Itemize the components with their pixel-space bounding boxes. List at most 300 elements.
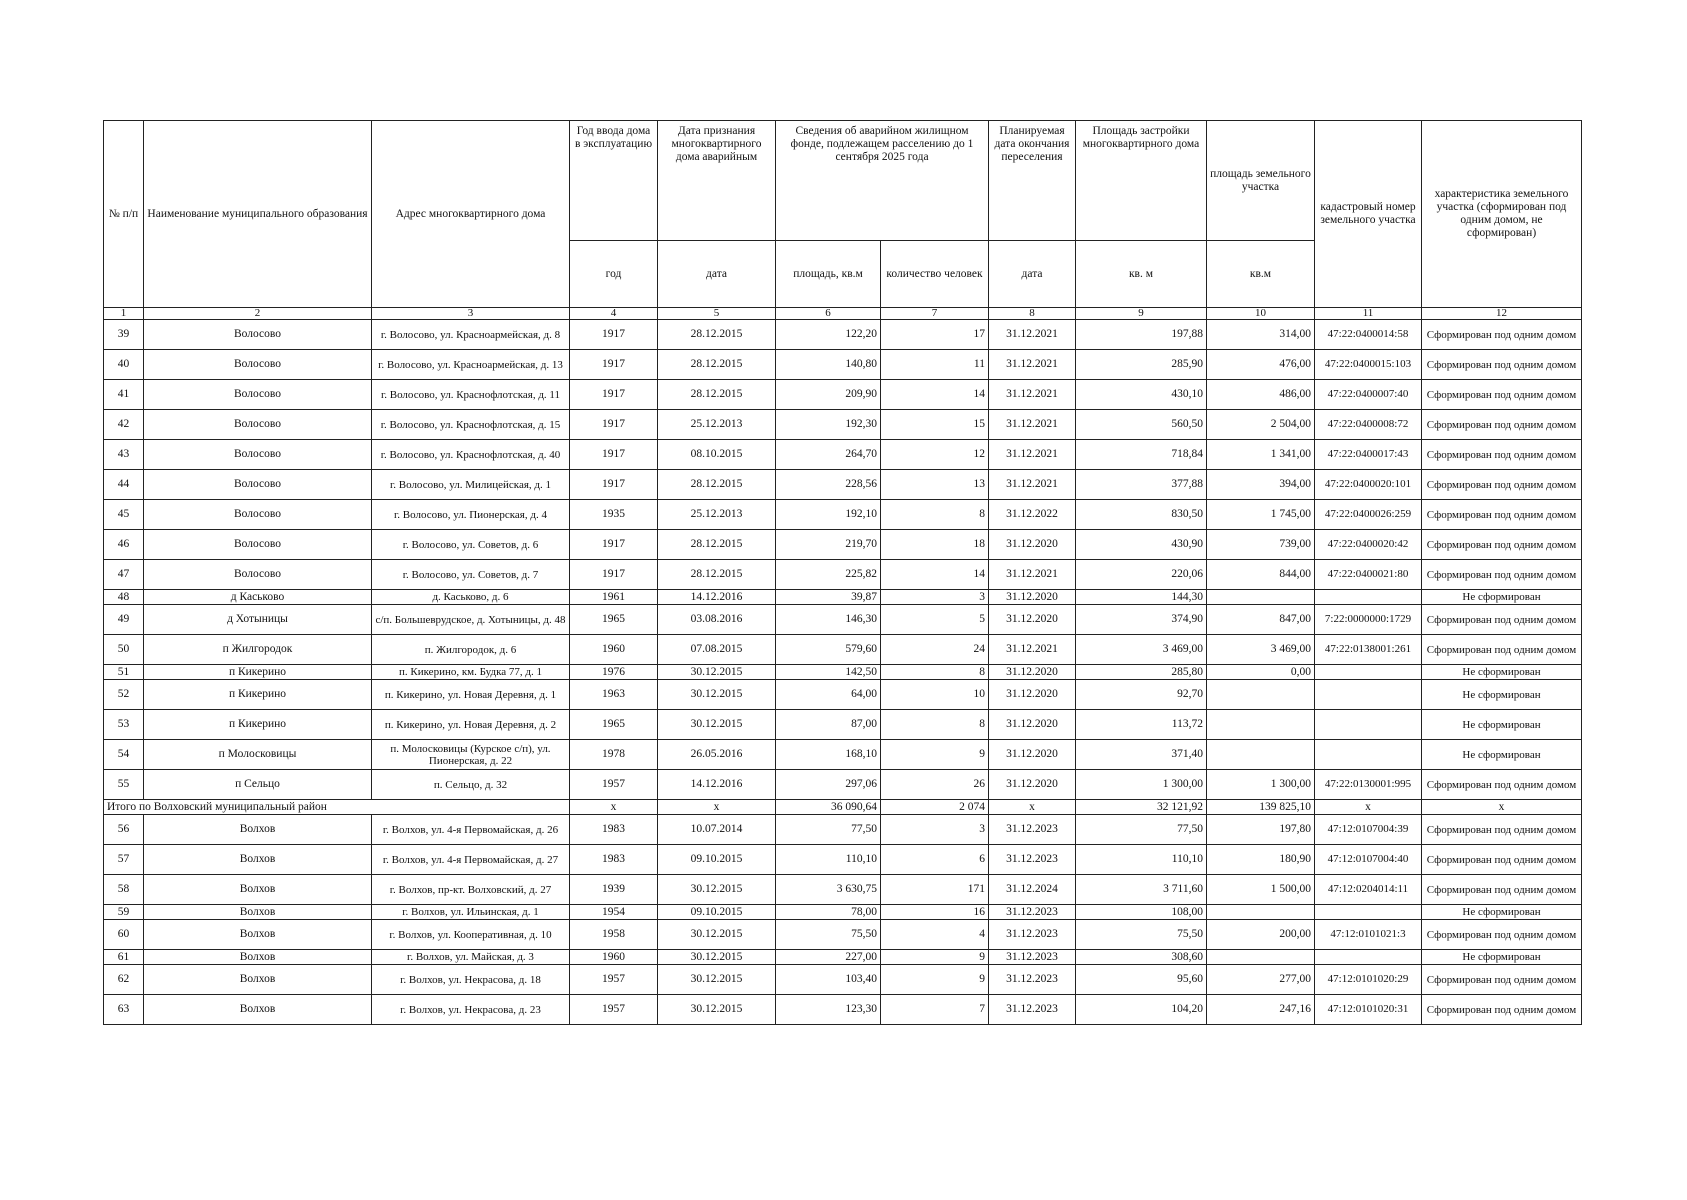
year-cell: 1917 <box>570 380 658 410</box>
planned-end-cell: 31.12.2020 <box>989 740 1076 770</box>
municipality-cell: Волосово <box>144 470 372 500</box>
total-land-cell: 139 825,10 <box>1207 800 1315 815</box>
land-area-cell: 394,00 <box>1207 470 1315 500</box>
people-cell: 26 <box>881 770 989 800</box>
land-char-cell: Сформирован под одним домом <box>1422 965 1582 995</box>
year-cell: 1935 <box>570 500 658 530</box>
row-number: 48 <box>104 590 144 605</box>
cadastral-cell <box>1315 680 1422 710</box>
planned-end-cell: 31.12.2021 <box>989 380 1076 410</box>
municipality-cell: Волхов <box>144 950 372 965</box>
people-cell: 5 <box>881 605 989 635</box>
planned-end-cell: 31.12.2020 <box>989 665 1076 680</box>
people-cell: 18 <box>881 530 989 560</box>
building-area-cell: 113,72 <box>1076 710 1207 740</box>
area-cell: 192,10 <box>776 500 881 530</box>
land-char-cell: Сформирован под одним домом <box>1422 530 1582 560</box>
land-char-cell: Не сформирован <box>1422 665 1582 680</box>
row-number: 44 <box>104 470 144 500</box>
planned-end-cell: 31.12.2023 <box>989 950 1076 965</box>
people-cell: 14 <box>881 380 989 410</box>
header-num: № п/п <box>104 121 144 308</box>
row-number: 59 <box>104 905 144 920</box>
date-declared-cell: 10.07.2014 <box>658 815 776 845</box>
building-area-cell: 220,06 <box>1076 560 1207 590</box>
land-char-cell: Сформирован под одним домом <box>1422 410 1582 440</box>
municipality-cell: Волхов <box>144 875 372 905</box>
municipality-cell: п Кикерино <box>144 710 372 740</box>
planned-end-cell: 31.12.2023 <box>989 995 1076 1025</box>
row-number: 41 <box>104 380 144 410</box>
municipality-cell: Волосово <box>144 530 372 560</box>
subheader-area: площадь, кв.м <box>776 241 881 308</box>
building-area-cell: 104,20 <box>1076 995 1207 1025</box>
year-cell: 1976 <box>570 665 658 680</box>
table-row <box>104 905 1582 920</box>
date-declared-cell: 30.12.2015 <box>658 995 776 1025</box>
address-cell: г. Волхов, ул. Кооперативная, д. 10 <box>372 920 570 950</box>
date-declared-cell: 30.12.2015 <box>658 965 776 995</box>
total-area-cell: 36 090,64 <box>776 800 881 815</box>
cadastral-cell: 47:22:0400026:259 <box>1315 500 1422 530</box>
planned-end-cell: 31.12.2021 <box>989 350 1076 380</box>
land-area-cell: 3 469,00 <box>1207 635 1315 665</box>
area-cell: 228,56 <box>776 470 881 500</box>
row-number: 50 <box>104 635 144 665</box>
table-row <box>104 530 1582 560</box>
planned-end-cell: 31.12.2023 <box>989 845 1076 875</box>
building-area-cell: 1 300,00 <box>1076 770 1207 800</box>
table-row <box>104 500 1582 530</box>
area-cell: 579,60 <box>776 635 881 665</box>
municipality-cell: п Молосковицы <box>144 740 372 770</box>
table-row <box>104 740 1582 770</box>
people-cell: 3 <box>881 590 989 605</box>
planned-end-cell: 31.12.2021 <box>989 470 1076 500</box>
address-cell: с/п. Большеврудское, д. Хотыницы, д. 48 <box>372 605 570 635</box>
date-declared-cell: 28.12.2015 <box>658 320 776 350</box>
date-declared-cell: 30.12.2015 <box>658 710 776 740</box>
document-page <box>103 120 1581 1025</box>
subheader-people: количество человек <box>881 241 989 308</box>
area-cell: 140,80 <box>776 350 881 380</box>
people-cell: 16 <box>881 905 989 920</box>
address-cell: п. Молосковицы (Курское с/п), ул. Пионерская, д. 22 <box>372 740 570 770</box>
building-area-cell: 108,00 <box>1076 905 1207 920</box>
land-char-cell: Не сформирован <box>1422 905 1582 920</box>
total-cad-cell: x <box>1315 800 1422 815</box>
year-cell: 1960 <box>570 950 658 965</box>
area-cell: 78,00 <box>776 905 881 920</box>
area-cell: 225,82 <box>776 560 881 590</box>
land-char-cell: Не сформирован <box>1422 590 1582 605</box>
column-number: 3 <box>372 308 570 320</box>
land-char-cell: Сформирован под одним домом <box>1422 635 1582 665</box>
table-row <box>104 410 1582 440</box>
table-row <box>104 815 1582 845</box>
date-declared-cell: 30.12.2015 <box>658 665 776 680</box>
land-char-cell: Сформирован под одним домом <box>1422 320 1582 350</box>
land-area-cell: 0,00 <box>1207 665 1315 680</box>
land-char-cell: Сформирован под одним домом <box>1422 815 1582 845</box>
cadastral-cell: 47:12:0101021:3 <box>1315 920 1422 950</box>
building-area-cell: 308,60 <box>1076 950 1207 965</box>
year-cell: 1961 <box>570 590 658 605</box>
land-area-cell: 1 341,00 <box>1207 440 1315 470</box>
address-cell: г. Волхов, ул. Некрасова, д. 18 <box>372 965 570 995</box>
people-cell: 9 <box>881 965 989 995</box>
municipality-cell: Волосово <box>144 440 372 470</box>
land-char-cell: Сформирован под одним домом <box>1422 875 1582 905</box>
planned-end-cell: 31.12.2020 <box>989 590 1076 605</box>
table-row <box>104 605 1582 635</box>
land-char-cell: Сформирован под одним домом <box>1422 470 1582 500</box>
address-cell: г. Волосово, ул. Красноармейская, д. 8 <box>372 320 570 350</box>
people-cell: 8 <box>881 500 989 530</box>
row-number: 56 <box>104 815 144 845</box>
date-declared-cell: 30.12.2015 <box>658 950 776 965</box>
year-cell: 1917 <box>570 350 658 380</box>
table-row <box>104 965 1582 995</box>
cadastral-cell: 47:22:0400015:103 <box>1315 350 1422 380</box>
people-cell: 7 <box>881 995 989 1025</box>
date-declared-cell: 30.12.2015 <box>658 920 776 950</box>
land-area-cell <box>1207 680 1315 710</box>
cadastral-cell: 47:22:0400020:101 <box>1315 470 1422 500</box>
area-cell: 39,87 <box>776 590 881 605</box>
column-number-row <box>104 308 1582 320</box>
year-cell: 1917 <box>570 530 658 560</box>
date-declared-cell: 14.12.2016 <box>658 590 776 605</box>
building-area-cell: 144,30 <box>1076 590 1207 605</box>
building-area-cell: 430,90 <box>1076 530 1207 560</box>
year-cell: 1983 <box>570 815 658 845</box>
area-cell: 297,06 <box>776 770 881 800</box>
table-row <box>104 950 1582 965</box>
people-cell: 14 <box>881 560 989 590</box>
cadastral-cell <box>1315 740 1422 770</box>
building-area-cell: 110,10 <box>1076 845 1207 875</box>
column-number: 7 <box>881 308 989 320</box>
table-row <box>104 995 1582 1025</box>
column-number: 5 <box>658 308 776 320</box>
land-area-cell <box>1207 950 1315 965</box>
land-area-cell: 476,00 <box>1207 350 1315 380</box>
planned-end-cell: 31.12.2024 <box>989 875 1076 905</box>
table-row <box>104 680 1582 710</box>
building-area-cell: 377,88 <box>1076 470 1207 500</box>
column-number: 12 <box>1422 308 1582 320</box>
column-number: 2 <box>144 308 372 320</box>
building-area-cell: 285,80 <box>1076 665 1207 680</box>
people-cell: 9 <box>881 740 989 770</box>
people-cell: 4 <box>881 920 989 950</box>
row-number: 57 <box>104 845 144 875</box>
year-cell: 1954 <box>570 905 658 920</box>
table-row <box>104 845 1582 875</box>
table-row <box>104 920 1582 950</box>
date-declared-cell: 09.10.2015 <box>658 845 776 875</box>
area-cell: 77,50 <box>776 815 881 845</box>
header-building-area: Площадь застройки многоквартирного дома <box>1076 121 1207 241</box>
table-row <box>104 590 1582 605</box>
row-number: 43 <box>104 440 144 470</box>
year-cell: 1917 <box>570 440 658 470</box>
year-cell: 1983 <box>570 845 658 875</box>
building-area-cell: 92,70 <box>1076 680 1207 710</box>
year-cell: 1963 <box>570 680 658 710</box>
header-year-built: Год ввода дома в эксплуатацию <box>570 121 658 241</box>
table-row <box>104 380 1582 410</box>
total-people-cell: 2 074 <box>881 800 989 815</box>
date-declared-cell: 26.05.2016 <box>658 740 776 770</box>
total-year-cell: x <box>570 800 658 815</box>
subheader-date2: дата <box>989 241 1076 308</box>
planned-end-cell: 31.12.2021 <box>989 410 1076 440</box>
year-cell: 1917 <box>570 560 658 590</box>
area-cell: 123,30 <box>776 995 881 1025</box>
address-cell: г. Волхов, ул. 4-я Первомайская, д. 26 <box>372 815 570 845</box>
area-cell: 264,70 <box>776 440 881 470</box>
land-char-cell: Сформирован под одним домом <box>1422 380 1582 410</box>
land-char-cell: Не сформирован <box>1422 950 1582 965</box>
header-date-declared: Дата признания многоквартирного дома аварийным <box>658 121 776 241</box>
municipality-cell: Волосово <box>144 380 372 410</box>
year-cell: 1957 <box>570 995 658 1025</box>
column-number: 4 <box>570 308 658 320</box>
row-number: 60 <box>104 920 144 950</box>
building-area-cell: 430,10 <box>1076 380 1207 410</box>
land-area-cell: 2 504,00 <box>1207 410 1315 440</box>
year-cell: 1978 <box>570 740 658 770</box>
date-declared-cell: 30.12.2015 <box>658 680 776 710</box>
building-area-cell: 374,90 <box>1076 605 1207 635</box>
row-number: 61 <box>104 950 144 965</box>
area-cell: 75,50 <box>776 920 881 950</box>
building-area-cell: 830,50 <box>1076 500 1207 530</box>
planned-end-cell: 31.12.2020 <box>989 530 1076 560</box>
row-number: 63 <box>104 995 144 1025</box>
cadastral-cell: 47:12:0101020:29 <box>1315 965 1422 995</box>
land-char-cell: Не сформирован <box>1422 680 1582 710</box>
area-cell: 209,90 <box>776 380 881 410</box>
planned-end-cell: 31.12.2020 <box>989 710 1076 740</box>
address-cell: г. Волхов, ул. Майская, д. 3 <box>372 950 570 965</box>
date-declared-cell: 25.12.2013 <box>658 500 776 530</box>
municipality-cell: д Хотыницы <box>144 605 372 635</box>
date-declared-cell: 08.10.2015 <box>658 440 776 470</box>
column-number: 6 <box>776 308 881 320</box>
area-cell: 192,30 <box>776 410 881 440</box>
total-date-cell: x <box>658 800 776 815</box>
land-char-cell: Сформирован под одним домом <box>1422 560 1582 590</box>
cadastral-cell: 47:22:0400021:80 <box>1315 560 1422 590</box>
cadastral-cell: 47:22:0138001:261 <box>1315 635 1422 665</box>
address-cell: г. Волхов, ул. Некрасова, д. 23 <box>372 995 570 1025</box>
address-cell: п. Кикерино, км. Будка 77, д. 1 <box>372 665 570 680</box>
table-row <box>104 665 1582 680</box>
building-area-cell: 77,50 <box>1076 815 1207 845</box>
subheader-year: год <box>570 241 658 308</box>
header-emergency-info: Сведения об аварийном жилищном фонде, подлежащем расселению до 1 сентября 2025 года <box>776 121 989 241</box>
planned-end-cell: 31.12.2020 <box>989 680 1076 710</box>
year-cell: 1917 <box>570 320 658 350</box>
land-area-cell <box>1207 590 1315 605</box>
row-number: 55 <box>104 770 144 800</box>
cadastral-cell <box>1315 665 1422 680</box>
date-declared-cell: 28.12.2015 <box>658 530 776 560</box>
planned-end-cell: 31.12.2021 <box>989 320 1076 350</box>
address-cell: г. Волосово, ул. Пионерская, д. 4 <box>372 500 570 530</box>
municipality-cell: Волхов <box>144 905 372 920</box>
column-number: 10 <box>1207 308 1315 320</box>
cadastral-cell: 47:12:0107004:39 <box>1315 815 1422 845</box>
subheader-date: дата <box>658 241 776 308</box>
municipality-cell: Волхов <box>144 920 372 950</box>
land-area-cell: 739,00 <box>1207 530 1315 560</box>
year-cell: 1958 <box>570 920 658 950</box>
area-cell: 3 630,75 <box>776 875 881 905</box>
land-area-cell <box>1207 740 1315 770</box>
address-cell: д. Каськово, д. 6 <box>372 590 570 605</box>
land-char-cell: Сформирован под одним домом <box>1422 770 1582 800</box>
land-area-cell: 1 745,00 <box>1207 500 1315 530</box>
total-label: Итого по Волховский муниципальный район <box>104 800 570 815</box>
building-area-cell: 197,88 <box>1076 320 1207 350</box>
table-row <box>104 440 1582 470</box>
land-area-cell: 277,00 <box>1207 965 1315 995</box>
row-number: 51 <box>104 665 144 680</box>
municipality-cell: Волхов <box>144 965 372 995</box>
land-area-cell: 200,00 <box>1207 920 1315 950</box>
address-cell: г. Волхов, пр-кт. Волховский, д. 27 <box>372 875 570 905</box>
cadastral-cell: 47:22:0400008:72 <box>1315 410 1422 440</box>
cadastral-cell <box>1315 710 1422 740</box>
municipality-cell: Волхов <box>144 845 372 875</box>
header-municipality: Наименование муниципального образования <box>144 121 372 308</box>
row-number: 49 <box>104 605 144 635</box>
total-char-cell: x <box>1422 800 1582 815</box>
building-area-cell: 75,50 <box>1076 920 1207 950</box>
planned-end-cell: 31.12.2022 <box>989 500 1076 530</box>
area-cell: 227,00 <box>776 950 881 965</box>
building-area-cell: 95,60 <box>1076 965 1207 995</box>
people-cell: 17 <box>881 320 989 350</box>
people-cell: 6 <box>881 845 989 875</box>
municipality-cell: Волхов <box>144 815 372 845</box>
date-declared-cell: 07.08.2015 <box>658 635 776 665</box>
cadastral-cell <box>1315 905 1422 920</box>
planned-end-cell: 31.12.2023 <box>989 920 1076 950</box>
planned-end-cell: 31.12.2023 <box>989 905 1076 920</box>
column-number: 1 <box>104 308 144 320</box>
people-cell: 10 <box>881 680 989 710</box>
land-char-cell: Не сформирован <box>1422 740 1582 770</box>
date-declared-cell: 25.12.2013 <box>658 410 776 440</box>
row-number: 52 <box>104 680 144 710</box>
land-char-cell: Сформирован под одним домом <box>1422 350 1582 380</box>
row-number: 54 <box>104 740 144 770</box>
table-row <box>104 710 1582 740</box>
address-cell: п. Сельцо, д. 32 <box>372 770 570 800</box>
date-declared-cell: 28.12.2015 <box>658 560 776 590</box>
area-cell: 87,00 <box>776 710 881 740</box>
address-cell: г. Волосово, ул. Краснофлотская, д. 11 <box>372 380 570 410</box>
land-area-cell: 247,16 <box>1207 995 1315 1025</box>
area-cell: 219,70 <box>776 530 881 560</box>
people-cell: 24 <box>881 635 989 665</box>
municipality-cell: п Жилгородок <box>144 635 372 665</box>
header-address: Адрес многоквартирного дома <box>372 121 570 308</box>
address-cell: г. Волосово, ул. Милицейская, д. 1 <box>372 470 570 500</box>
land-area-cell: 180,90 <box>1207 845 1315 875</box>
municipality-cell: п Сельцо <box>144 770 372 800</box>
building-area-cell: 560,50 <box>1076 410 1207 440</box>
municipality-cell: Волосово <box>144 350 372 380</box>
people-cell: 15 <box>881 410 989 440</box>
table-row <box>104 470 1582 500</box>
column-number: 11 <box>1315 308 1422 320</box>
land-char-cell: Сформирован под одним домом <box>1422 920 1582 950</box>
row-number: 40 <box>104 350 144 380</box>
area-cell: 64,00 <box>776 680 881 710</box>
date-declared-cell: 03.08.2016 <box>658 605 776 635</box>
date-declared-cell: 09.10.2015 <box>658 905 776 920</box>
row-number: 39 <box>104 320 144 350</box>
cadastral-cell: 47:22:0400017:43 <box>1315 440 1422 470</box>
column-number: 8 <box>989 308 1076 320</box>
emergency-housing-table <box>103 120 1582 1025</box>
year-cell: 1965 <box>570 605 658 635</box>
cadastral-cell <box>1315 590 1422 605</box>
cadastral-cell <box>1315 950 1422 965</box>
cadastral-cell: 47:22:0130001:995 <box>1315 770 1422 800</box>
address-cell: п. Кикерино, ул. Новая Деревня, д. 2 <box>372 710 570 740</box>
municipality-cell: Волхов <box>144 995 372 1025</box>
date-declared-cell: 14.12.2016 <box>658 770 776 800</box>
land-area-cell: 844,00 <box>1207 560 1315 590</box>
building-area-cell: 285,90 <box>1076 350 1207 380</box>
header-land-char: характеристика земельного участка (сформирован под одним домом, не сформирован) <box>1422 121 1582 308</box>
cadastral-cell: 47:22:0400014:58 <box>1315 320 1422 350</box>
address-cell: п. Жилгородок, д. 6 <box>372 635 570 665</box>
table-row <box>104 635 1582 665</box>
date-declared-cell: 28.12.2015 <box>658 350 776 380</box>
area-cell: 103,40 <box>776 965 881 995</box>
total-row <box>104 800 1582 815</box>
planned-end-cell: 31.12.2021 <box>989 635 1076 665</box>
table-body <box>104 320 1582 1025</box>
people-cell: 11 <box>881 350 989 380</box>
address-cell: г. Волосово, ул. Красноармейская, д. 13 <box>372 350 570 380</box>
year-cell: 1917 <box>570 410 658 440</box>
people-cell: 171 <box>881 875 989 905</box>
municipality-cell: д Каськово <box>144 590 372 605</box>
header-planned-end: Планируемая дата окончания переселения <box>989 121 1076 241</box>
date-declared-cell: 28.12.2015 <box>658 470 776 500</box>
building-area-cell: 3 469,00 <box>1076 635 1207 665</box>
year-cell: 1939 <box>570 875 658 905</box>
table-header <box>104 121 1582 320</box>
row-number: 42 <box>104 410 144 440</box>
area-cell: 146,30 <box>776 605 881 635</box>
area-cell: 142,50 <box>776 665 881 680</box>
people-cell: 13 <box>881 470 989 500</box>
land-area-cell <box>1207 905 1315 920</box>
planned-end-cell: 31.12.2023 <box>989 965 1076 995</box>
land-area-cell <box>1207 710 1315 740</box>
date-declared-cell: 30.12.2015 <box>658 875 776 905</box>
